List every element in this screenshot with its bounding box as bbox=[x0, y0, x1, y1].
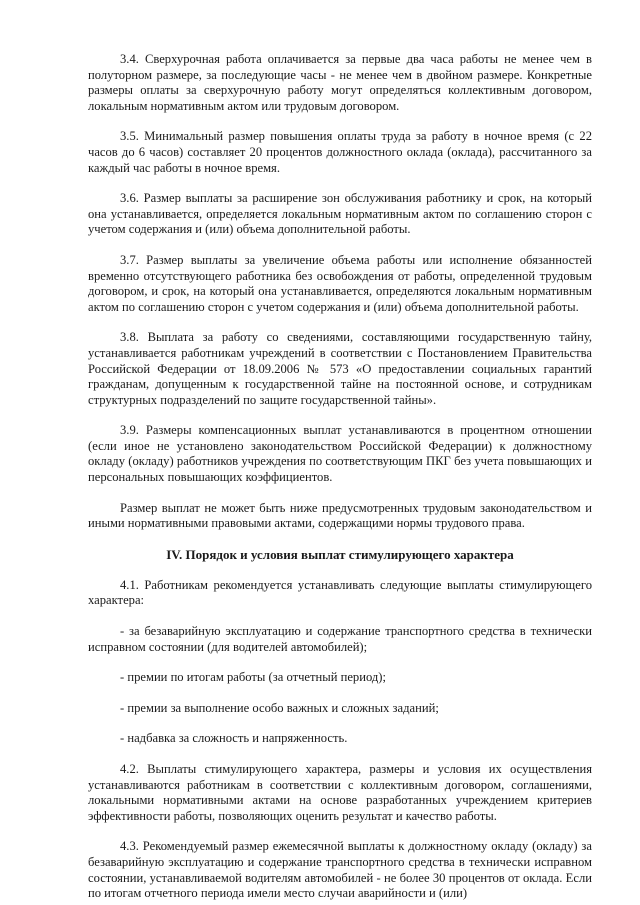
paragraph-4-3: 4.3. Рекомендуемый размер ежемесячной выплаты к должностному окладу (окладу) за безаварийную эксплуатацию и содержание транспортного средства в технически исправном состоянии, устанавливаемой водителям автомобилей - не более 30 процентов от оклада. Если по итогам отчетного периода имели место случаи аварийности и (или) bbox=[88, 839, 592, 901]
paragraph-limit-note: Размер выплат не может быть ниже предусмотренных трудовым законодательством и иными нормативными правовыми актами, содержащими нормы трудового права. bbox=[88, 500, 592, 531]
paragraph-3-7: 3.7. Размер выплаты за увеличение объема работы или исполнение обязанностей временно отсутствующего работника без освобождения от работы, определенной трудовым договором, и срок, на который она устанавливается, определяются локальным нормативным актом по соглашению сторон с учетом содержания и (или) объема дополнительной работы. bbox=[88, 252, 592, 314]
list-item-accident-free: - за безаварийную эксплуатацию и содержание транспортного средства в технически исправном состоянии (для водителей автомобилей); bbox=[88, 624, 592, 654]
paragraph-3-5: 3.5. Минимальный размер повышения оплаты труда за работу в ночное время (с 22 часов до 6 часов) составляет 20 процентов должностного оклада (оклада), рассчитанного за каждый час работы в ночное время. bbox=[88, 129, 592, 175]
paragraph-4-2: 4.2. Выплаты стимулирующего характера, размеры и условия их осуществления устанавливаются работникам в соответствии с коллективным договором, соглашениями, локальными нормативными актами на основе разработанных учреждением критериев эффективности работы, позволяющих оценить результат и качество работы. bbox=[88, 762, 592, 823]
paragraph-3-8: 3.8. Выплата за работу со сведениями, составляющими государственную тайну, устанавливается работникам учреждений в соответствии с Постановлением Правительства Российской Федерации от 18.09.2006 № 573 «О предоставлении социальных гарантий гражданам, допущенным к государственной тайне на постоянной основе, и сотрудникам структурных подразделений по защите государственной тайны». bbox=[88, 330, 592, 407]
section-heading-iv: IV. Порядок и условия выплат стимулирующего характера bbox=[166, 546, 514, 562]
list-item-important-tasks-bonus: - премии за выполнение особо важных и сложных заданий; bbox=[120, 700, 439, 715]
paragraph-3-9: 3.9. Размеры компенсационных выплат устанавливаются в процентном отношении (если иное не установлено законодательством Российской Федерации) к должностному окладу (окладу) работников учреждения по соответствующим ПКГ без учета повышающих и персональных повышающих коэффициентов. bbox=[88, 423, 592, 485]
paragraph-4-1: 4.1. Работникам рекомендуется устанавливать следующие выплаты стимулирующего характера: bbox=[88, 577, 592, 608]
list-item-period-bonus: - премии по итогам работы (за отчетный период); bbox=[120, 670, 386, 685]
list-item-complexity-allowance: - надбавка за сложность и напряженность. bbox=[120, 731, 348, 746]
paragraph-3-4: 3.4. Сверхурочная работа оплачивается за первые два часа работы не менее чем в полуторном размере, за последующие часы - не менее чем в двойном размере. Конкретные размеры оплаты за сверхурочную работу могут определяться коллективным договором, локальным нормативным актом или трудовым договором. bbox=[88, 52, 592, 113]
paragraph-3-6: 3.6. Размер выплаты за расширение зон обслуживания работнику и срок, на который она устанавливается, определяется локальным нормативным актом по соглашению сторон с учетом содержания и (или) объема дополнительной работы. bbox=[88, 191, 592, 237]
